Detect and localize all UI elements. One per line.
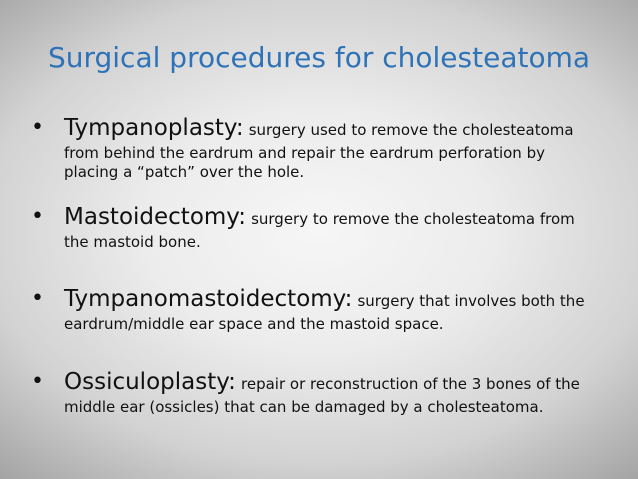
bullet-description-line: middle ear (ossicles) that can be damaged by a cholesteatoma. [64,398,544,416]
slide-title: Surgical procedures for cholesteatoma [47,41,591,74]
bullet-description-line: from behind the eardrum and repair the eardrum perforation by [64,144,545,162]
bullet-content [64,114,614,182]
bullet-first-line [64,203,614,233]
bullet-content [64,203,614,252]
bullet-first-line [64,285,614,315]
bullet-marker: • [31,204,44,229]
bullet-description-line: the mastoid bone. [64,233,201,251]
bullet-description-line: eardrum/middle ear space and the mastoid space. [64,315,444,333]
bullet-description-line: placing a “patch” over the hole. [64,163,305,181]
bullet-term: Ossiculoplasty: [64,369,236,395]
bullet-content [64,285,614,334]
bullet-term: Mastoidectomy: [64,204,246,230]
bullet-content [64,368,614,417]
bullet-description: surgery used to remove the cholesteatoma [248,121,574,139]
bullet-description: repair or reconstruction of the 3 bones of the [241,375,580,393]
bullet-description: surgery that involves both the [357,292,585,310]
bullet-marker: • [31,369,44,394]
bullet-term: Tympanoplasty: [64,115,244,141]
bullet-marker: • [31,115,44,140]
bullet-first-line [64,114,614,144]
bullet-term: Tympanomastoidectomy: [64,286,353,312]
bullet-marker: • [31,286,44,311]
bullet-first-line [64,368,614,398]
bullet-description: surgery to remove the cholesteatoma from [251,210,575,228]
